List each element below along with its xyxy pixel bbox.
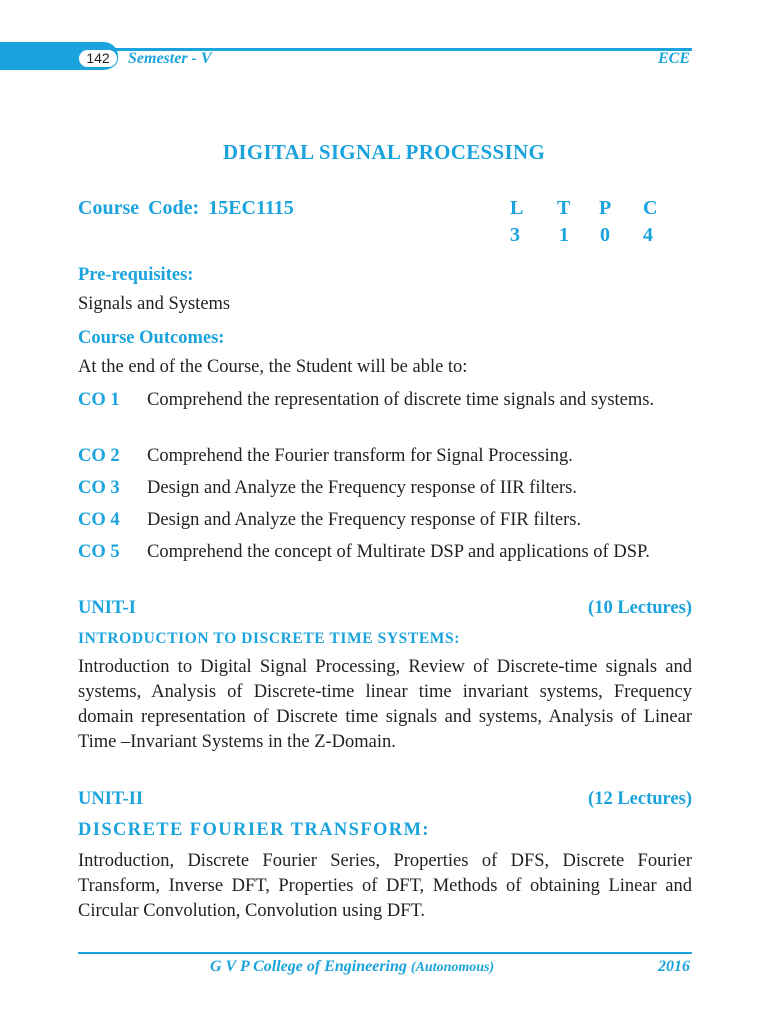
autonomous-label: (Autonomous) — [410, 960, 495, 975]
unit-subtitle: DISCRETE FOURIER TRANSFORM: — [78, 820, 430, 840]
outcome-id: CO 2 — [78, 446, 120, 466]
unit-lectures: (10 Lectures) — [588, 598, 692, 618]
ltpc-value-c: 4 — [643, 224, 653, 246]
page-number: 142 — [86, 50, 110, 66]
prerequisites-heading: Pre-requisites: — [78, 265, 194, 285]
department-label: ECE — [657, 50, 690, 67]
prerequisites-text: Signals and Systems — [78, 294, 231, 314]
ltpc-value-p: 0 — [600, 224, 610, 246]
ltpc-header-c: C — [643, 197, 658, 219]
outcome-id: CO 3 — [78, 478, 120, 498]
unit-subtitle: INTRODUCTION TO DISCRETE TIME SYSTEMS: — [78, 630, 460, 647]
unit-heading — [78, 598, 692, 619]
outcome-text: Design and Analyze the Frequency response of IIR filters. — [147, 478, 577, 498]
unit-body: Introduction, Discrete Fourier Series, Properties of DFS, Discrete Fourier Transform, Inverse DFT, Properties of DFT, Methods of obtaining Linear and Circular Convolution, Convolution using DFT. — [78, 851, 692, 921]
course-code: Course Code: 15EC1115 — [78, 197, 294, 219]
outcome-item — [78, 388, 692, 413]
ltpc-header-l: L — [510, 197, 524, 219]
outcome-item — [78, 508, 692, 533]
outcome-id: CO 1 — [78, 390, 120, 410]
outcome-item — [78, 476, 692, 501]
footer-rule — [78, 952, 692, 954]
outcome-text: Comprehend the Fourier transform for Signal Processing. — [147, 446, 573, 466]
outcomes-intro: At the end of the Course, the Student will be able to: — [78, 357, 468, 377]
ltpc-value-l: 3 — [510, 224, 520, 246]
unit-heading — [78, 789, 692, 810]
ltpc-header-t: T — [557, 197, 571, 219]
unit-name: UNIT-II — [78, 789, 144, 809]
outcome-text: Comprehend the representation of discrete time signals and systems. — [147, 390, 655, 410]
ltpc-header-p: P — [599, 197, 612, 219]
outcome-item — [78, 444, 692, 469]
unit-name: UNIT-I — [78, 598, 136, 618]
unit-body: Introduction to Digital Signal Processing, Review of Discrete-time signals and systems, Analysis of Discrete-time linear time invariant systems, Frequency domain representation of Discrete time signals and systems, Analysis of Linear Time –Invariant Systems in the Z-Domain. — [78, 657, 692, 752]
outcome-id: CO 4 — [78, 510, 120, 530]
college-name: G V P College of Engineering — [210, 958, 407, 975]
unit-lectures: (12 Lectures) — [588, 789, 692, 809]
page-title: DIGITAL SIGNAL PROCESSING — [222, 140, 546, 164]
footer-year: 2016 — [658, 958, 690, 975]
semester-label: Semester - V — [128, 50, 212, 67]
outcome-id: CO 5 — [78, 542, 120, 562]
outcomes-heading: Course Outcomes: — [78, 328, 225, 348]
outcome-item — [78, 540, 692, 565]
footer-college — [210, 958, 494, 976]
ltpc-value-t: 1 — [559, 224, 569, 246]
outcome-text: Design and Analyze the Frequency response of FIR filters. — [147, 510, 582, 530]
outcome-text: Comprehend the concept of Multirate DSP and applications of DSP. — [147, 542, 650, 562]
